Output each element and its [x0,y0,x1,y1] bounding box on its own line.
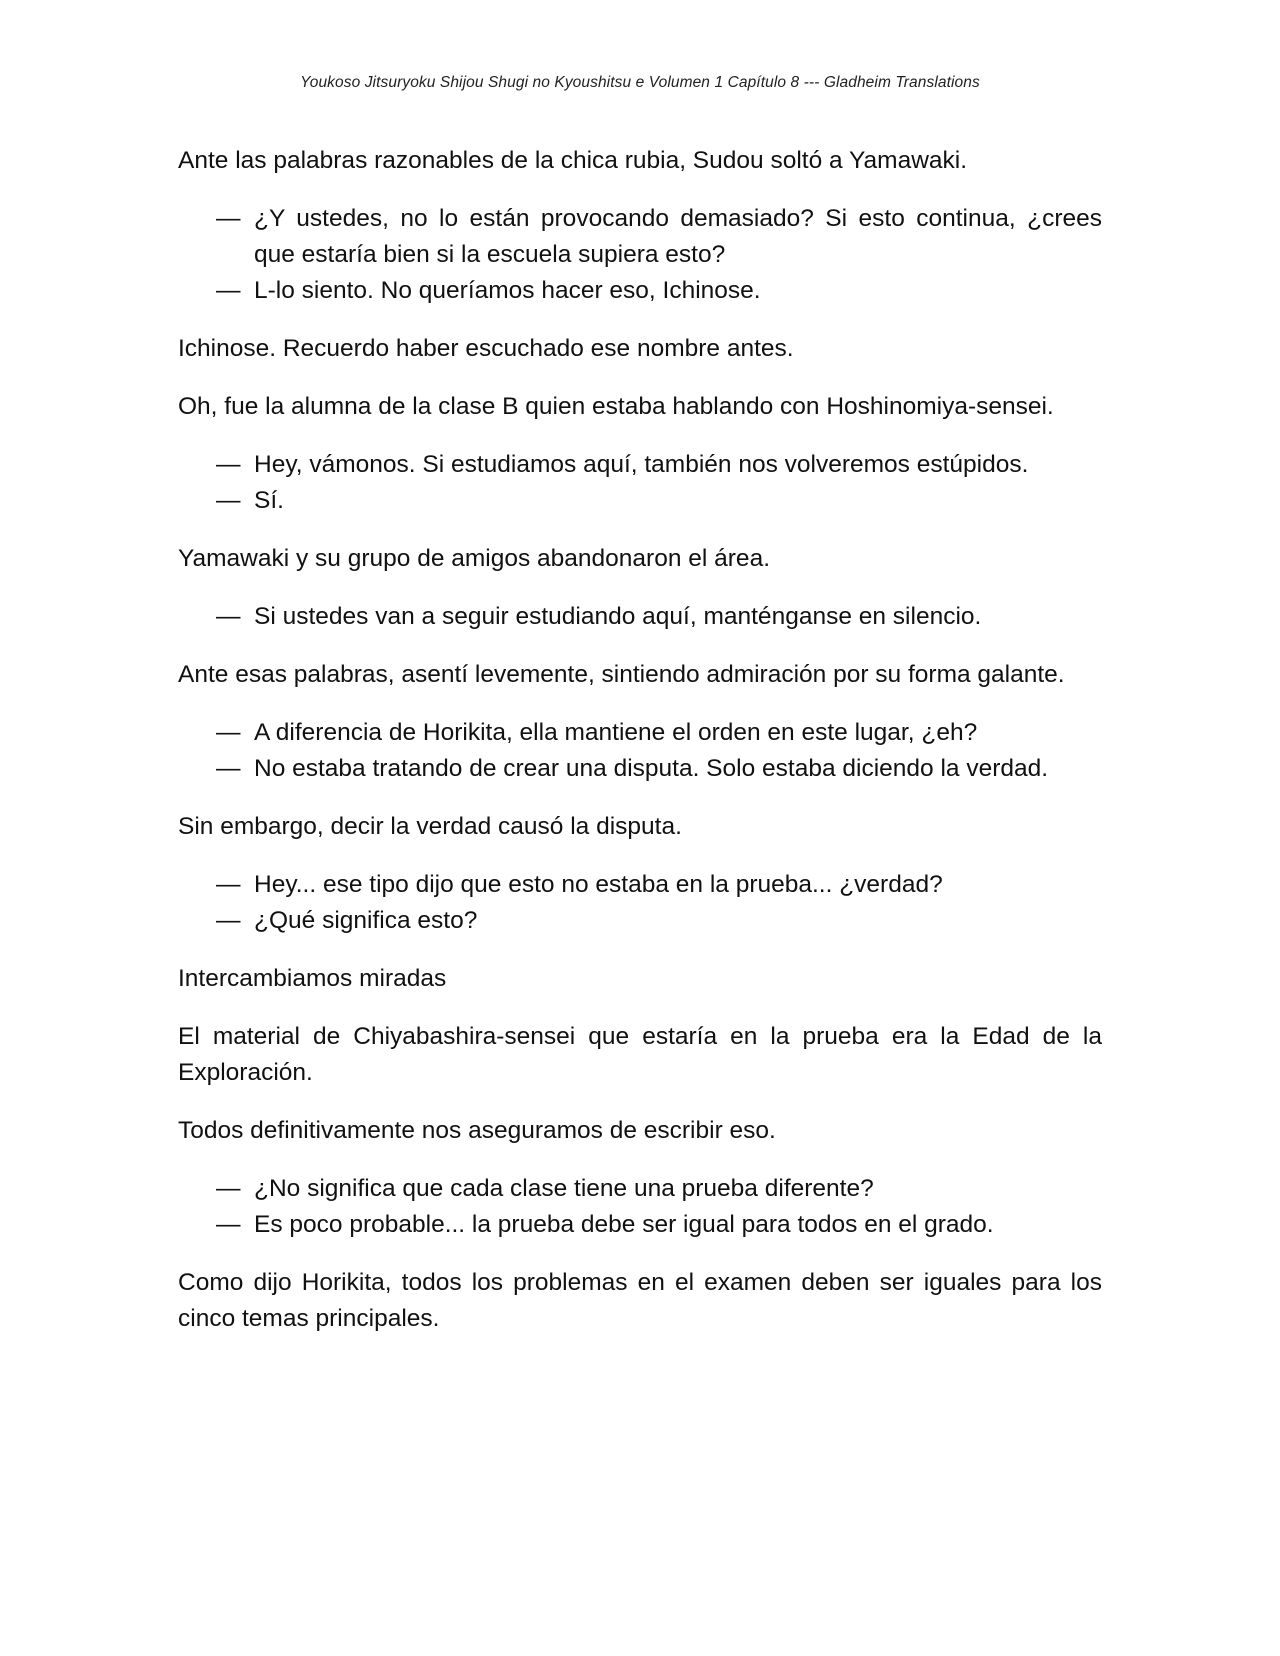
dialog-line: — Sí. [178,483,1102,519]
dialog-block [178,447,1102,519]
paragraph: Ante esas palabras, asentí levemente, sintiendo admiración por su forma galante. [178,661,1065,688]
dash-mark: — [216,603,241,630]
dialog-line: — L-lo siento. No queríamos hacer eso, Ichinose. [178,273,1102,309]
dash-mark: — [216,719,241,746]
dash-mark: — [216,451,241,478]
dialog-line: — Es poco probable... la prueba debe ser igual para todos en el grado. [178,1207,1102,1243]
dialog-block [178,715,1102,787]
page-header: Youkoso Jitsuryoku Shijou Shugi no Kyoushitsu e Volumen 1 Capítulo 8 --- Gladheim Translations [300,74,980,91]
dash-mark: — [216,205,241,232]
paragraph: Intercambiamos miradas [178,965,447,992]
dialog-line: — Si ustedes van a seguir estudiando aquí, manténganse en silencio. [178,599,1102,635]
paragraph: Yamawaki y su grupo de amigos abandonaron el área. [178,545,770,572]
dash-mark: — [216,871,241,898]
dialog-line: — ¿Y ustedes, no lo están provocando demasiado? Si esto continua, ¿crees que estaría bien si la escuela supiera esto? [178,201,1102,273]
dialog-block [178,867,1102,939]
document-body [178,143,1102,1359]
paragraph: El material de Chiyabashira-sensei que estaría en la prueba era la Edad de la Exploración. [178,1023,1102,1086]
dialog-block [178,201,1102,309]
paragraph: Oh, fue la alumna de la clase B quien estaba hablando con Hoshinomiya-sensei. [178,393,1054,420]
paragraph: Ichinose. Recuerdo haber escuchado ese nombre antes. [178,335,794,362]
paragraph: Sin embargo, decir la verdad causó la disputa. [178,813,682,840]
dash-mark: — [216,907,241,934]
dash-mark: — [216,1211,241,1238]
paragraph: Todos definitivamente nos aseguramos de escribir eso. [178,1117,776,1144]
dash-mark: — [216,277,241,304]
dash-mark: — [216,755,241,782]
dash-mark: — [216,487,241,514]
dialog-block [178,1171,1102,1243]
dialog-block [178,599,1102,635]
paragraph: Como dijo Horikita, todos los problemas en el examen deben ser iguales para los cinco temas principales. [178,1269,1102,1332]
dash-mark: — [216,1175,241,1202]
dialog-line: — No estaba tratando de crear una disputa. Solo estaba diciendo la verdad. [178,751,1102,787]
dialog-line: — ¿Qué significa esto? [178,903,1102,939]
dialog-line: — Hey... ese tipo dijo que esto no estaba en la prueba... ¿verdad? [178,867,1102,903]
dialog-line: — Hey, vámonos. Si estudiamos aquí, también nos volveremos estúpidos. [178,447,1102,483]
dialog-line: — ¿No significa que cada clase tiene una prueba diferente? [178,1171,1102,1207]
dialog-line: — A diferencia de Horikita, ella mantiene el orden en este lugar, ¿eh? [178,715,1102,751]
paragraph: Ante las palabras razonables de la chica rubia, Sudou soltó a Yamawaki. [178,147,968,174]
